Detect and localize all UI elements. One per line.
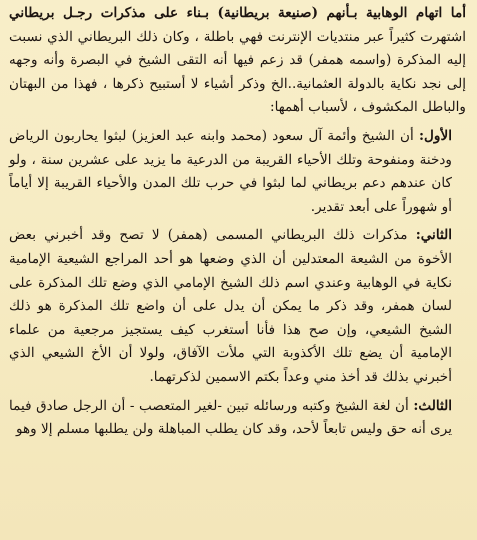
reason-first-body: أن الشيخ وأئمة آل سعود (محمد وابنه عبد العزيز) لبثوا يحاربون الرياض ودخنة ومنفوحة وتلك الأحياء القريبة من الدرعية ما يزيد على عشرين سنة ، ولو كان عندهم دعم بريطاني لما لبثوا في حرب تلك المدن والأحياء القريبة إلا أياماً أو شهوراً على أبعد تقدير. — [9, 127, 452, 215]
reason-third-body: أن لغة الشيخ وكتبه ورسائله تبين -لغير المتعصب - أن الرجل صادق فيما يرى أنه حق وليس تابعاً لأحد، وقد كان يطلب المباهلة ولن يطلبها مسلم إلا وهو — [9, 397, 452, 438]
reason-third-paragraph — [9, 395, 466, 442]
reason-first-label: الأول: — [418, 127, 452, 144]
intro-body: اشتهرت كثيراً عبر منتديات الإنترنت فهي باطلة ، وكان ذلك البريطاني الذي نسبت إليه المذكرة (واسمه همفر) قد زعم فيها أنه التقى الشيخ في البصرة وأنه وجهه إلى نجد نكاية بالدولة العثمانية..الخ وذكر أشياء لا أستبيح ذكرها ، فهذا من البهتان والباطل المكشوف ، لأسباب أهمها: — [9, 28, 466, 116]
intro-paragraph — [9, 2, 466, 120]
reason-second-label: الثاني: — [415, 227, 452, 244]
reason-second-paragraph — [9, 224, 466, 389]
reason-third-label: الثالث: — [413, 397, 452, 414]
reason-first-paragraph — [9, 125, 466, 219]
intro-lead: أما اتهام الوهابية بـأنهم (صنيعة بريطانية) بـناء على مذكرات رجـل بريطاني — [9, 5, 466, 21]
reason-second-body: مذكرات ذلك البريطاني المسمى (همفر) لا تصح وقد أخبرني بعض الأخوة من الشيعة المعتدلين أن الذي وضعها هو أحد المراجع الشيعية الإمامية نكاية في الوهابية وعندي اسم ذلك الشيخ الإمامي الذي وضع تلك المذكرة على لسان همفر، وقد ذكر ما يمكن أن يدل على أن واضع تلك المذكرة هو ذلك الشيخ الشيعي، وإن صح هذا فأنا أستغرب كيف يستجيز مرجعية من علماء الإمامية أن يضع تلك الأكذوبة التي ملأت الآفاق، ولولا أن الأخ الشيعي الذي أخبرني بذلك قد أخذ مني وعداً بكتم الاسمين لذكرتهما. — [9, 227, 452, 385]
